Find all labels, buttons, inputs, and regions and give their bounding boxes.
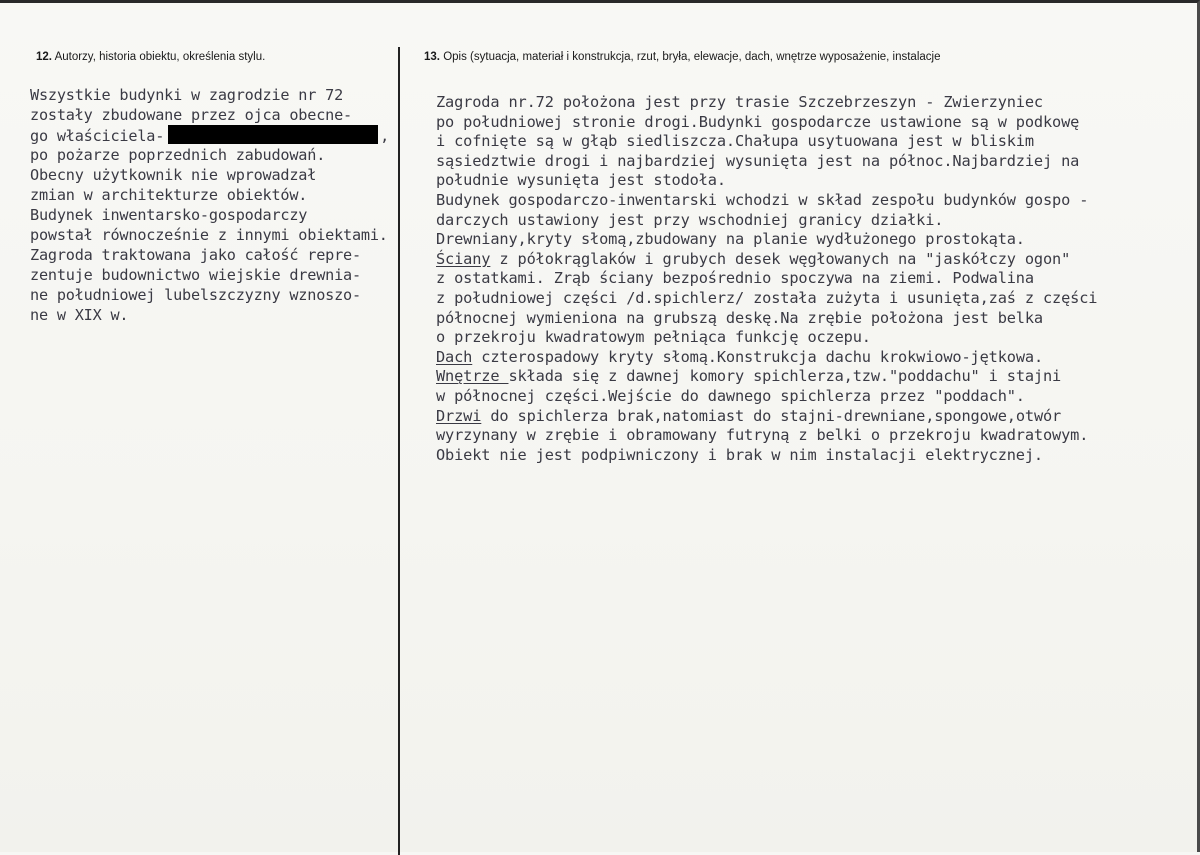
section-13-heading-text: Opis (sytuacja, materiał i konstrukcja, rzut, bryła, elewacje, dach, wnętrze wyposażenie, instalacje bbox=[443, 51, 941, 63]
underlined-term: Drzwi bbox=[436, 406, 482, 425]
section-13-line-text: składa się z dawnej komory spichlerza,tzw."poddachu" i stajni bbox=[508, 367, 1062, 386]
section-13-line-text: Budynek gospodarczo-inwentarski wchodzi w skład zespołu budynków gospo - bbox=[436, 190, 1089, 209]
section-13-line bbox=[436, 328, 1176, 348]
section-12-line: Zagroda traktowana jako całość repre- bbox=[30, 246, 361, 264]
section-12-line bbox=[30, 125, 400, 145]
section-12-line: ne w XIX w. bbox=[30, 306, 129, 324]
section-12-line: zentuje budownictwo wiejskie drewnia- bbox=[30, 266, 361, 284]
redaction-bar bbox=[168, 125, 378, 144]
section-13-line-text: do spichlerza brak,natomiast do stajni-drewniane,spongowe,otwór bbox=[481, 406, 1062, 425]
section-12-line: powstał równocześnie z innymi obiektami. bbox=[30, 226, 388, 244]
section-13-line-text: Zagroda nr.72 położona jest przy trasie Szczebrzeszyn - Zwierzyniec bbox=[436, 93, 1043, 111]
section-12-line: ne południowej lubelszczyzny wznoszo- bbox=[30, 286, 361, 304]
section-13-line-text: Drewniany,kryty słomą,zbudowany na planie wydłużonego prostokąta. bbox=[436, 230, 1025, 249]
section-12-number: 12. bbox=[36, 51, 52, 63]
section-13-line bbox=[436, 230, 1176, 250]
section-13-line bbox=[436, 152, 1176, 172]
section-13-line bbox=[436, 93, 1176, 113]
section-13-line bbox=[436, 171, 1176, 191]
section-13-line-text: po południowej stronie drogi.Budynki gospodarcze ustawione są w podkowę bbox=[436, 112, 1080, 131]
section-13-line-text: z półokrąglaków i grubych desek węgłowanych na "jaskółczy ogon" bbox=[490, 249, 1071, 268]
section-13-line-text: północnej wymieniona na grubszą deskę.Na zrębie położona jest belka bbox=[436, 308, 1043, 327]
section-13-line bbox=[436, 113, 1176, 133]
section-13-line bbox=[436, 191, 1176, 211]
section-12-line: zmian w architekturze obiektów. bbox=[30, 186, 308, 204]
section-13-line-text: sąsiedztwie drogi i najbardziej wysunięta jest na północ.Najbardziej na bbox=[436, 151, 1080, 170]
section-13-number: 13. bbox=[424, 51, 440, 63]
section-13-line bbox=[436, 348, 1176, 368]
section-13-line-text: darczych ustawiony jest przy wschodniej granicy działki. bbox=[436, 210, 944, 229]
section-13-line bbox=[436, 289, 1176, 309]
section-12-line: zostały zbudowane przez ojca obecne- bbox=[30, 106, 352, 124]
section-13-line bbox=[436, 269, 1176, 289]
underlined-term: Dach bbox=[436, 347, 473, 366]
section-13-line bbox=[436, 250, 1176, 270]
section-13-line-text: południe wysunięta jest stodoła. bbox=[436, 171, 726, 190]
section-13-line-text: i cofnięte są w głąb siedliszcza.Chałupa usytuowana jest w bliskim bbox=[436, 132, 1034, 151]
section-12-heading-text: Autorzy, historia obiektu, określenia stylu. bbox=[54, 51, 266, 63]
redaction-trailing-comma: , bbox=[380, 127, 390, 145]
underlined-term: Wnętrze bbox=[436, 367, 509, 386]
section-13-line-text: z ostatkami. Zrąb ściany bezpośrednio spoczywa na ziemi. Podwalina bbox=[436, 269, 1034, 288]
section-12-line-text: go właściciela- bbox=[30, 127, 165, 145]
section-12-line: Wszystkie budynki w zagrodzie nr 72 bbox=[30, 86, 344, 104]
section-13-text bbox=[436, 93, 1176, 465]
section-13-line-text: o przekroju kwadratowym pełniąca funkcję oczepu. bbox=[436, 328, 871, 347]
section-13-line bbox=[436, 211, 1176, 231]
section-13-line bbox=[436, 367, 1176, 387]
section-12-line: Obecny użytkownik nie wprowadzał bbox=[30, 166, 317, 184]
section-12-line: Budynek inwentarsko-gospodarczy bbox=[30, 206, 308, 224]
section-12-text bbox=[30, 85, 400, 325]
section-13-line bbox=[436, 407, 1176, 427]
section-13-line-text: z południowej części /d.spichlerz/ została zużyta i usunięta,zaś z części bbox=[436, 288, 1098, 307]
section-12-line: po pożarze poprzednich zabudowań. bbox=[30, 146, 326, 164]
section-13-line bbox=[436, 446, 1176, 466]
section-13-line-text: Obiekt nie jest podpiwniczony i brak w nim instalacji elektrycznej. bbox=[436, 445, 1043, 464]
section-12-heading bbox=[36, 51, 265, 63]
section-13-heading bbox=[424, 51, 940, 63]
underlined-term: Ściany bbox=[436, 249, 491, 268]
section-13-line bbox=[436, 309, 1176, 329]
section-13-line bbox=[436, 132, 1176, 152]
section-13-line-text: czterospadowy kryty słomą.Konstrukcja dachu krokwiowo-jętkowa. bbox=[472, 347, 1043, 366]
section-13-line bbox=[436, 387, 1176, 407]
section-13-line-text: wyrzynany w zrębie i obramowany futryną z belki o przekroju kwadratowym. bbox=[436, 426, 1089, 445]
section-13-line bbox=[436, 426, 1176, 446]
section-13-line-text: w północnej części.Wejście do dawnego spichlerza przez "poddach". bbox=[436, 386, 1025, 405]
